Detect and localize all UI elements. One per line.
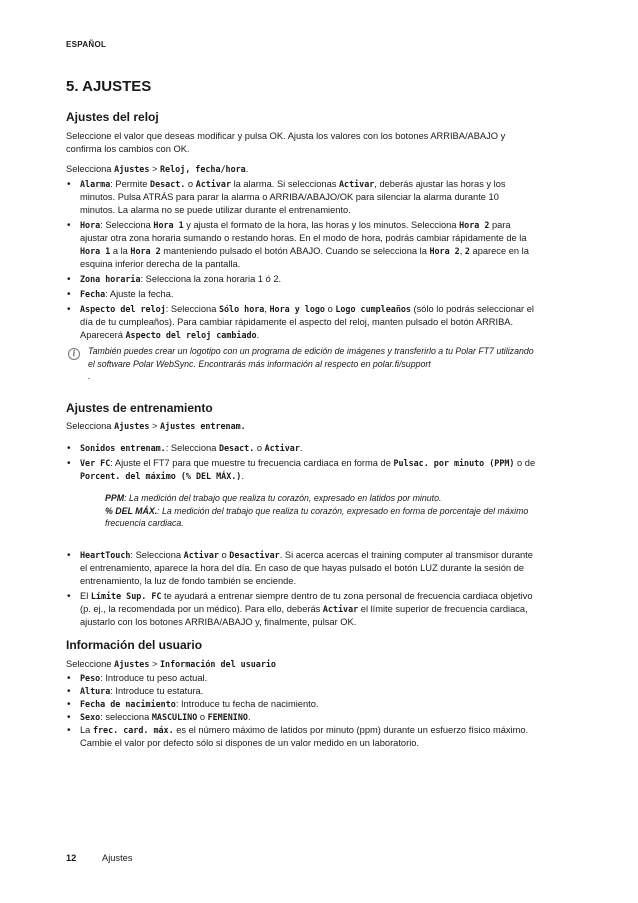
clock-menu-path: Selecciona Ajustes > Reloj, fecha/hora.: [66, 164, 249, 174]
list-item-sonidos: • Sonidos entrenam.: Selecciona Desact. o Activar.: [66, 442, 536, 455]
note-ppm: PPM: La medición del trabajo que realiza tu corazón, expresado en latidos por minuto.: [105, 493, 442, 503]
list-item-sexo: • Sexo: selecciona MASCULINO o FEMENINO.: [66, 711, 536, 724]
list-item-hora: • Hora: Selecciona Hora 1 y ajusta el formato de la hora, las horas y los minutos. Selecciona Hora 2 para ajustar otra zona horaria sumando o restando horas. En el modo de hora, podrás cambiar rápidamente de la Hora 1 a la Hora 2 manteniendo pulsado el botón ABAJO. Cuando se selecciona la Hora 2, 2 aparece en la esquina inferior derecha de la pantalla.: [66, 219, 536, 271]
training-settings-heading: Ajustes de entrenamiento: [66, 401, 213, 415]
list-item-alarm: • Alarma: Permite Desact. o Activar la alarma. Si seleccionas Activar, deberás ajustar las horas y los minutos. Pulsa ATRÁS para parar la alarma o ARRIBA/ABAJO/OK para silenciar la alarma durante 10 minutos. La alarma no se puede utilizar durante el entrenamiento.: [66, 178, 536, 217]
footer-section-title: Ajustes: [102, 853, 133, 863]
list-item-ver-fc: • Ver FC: Ajuste el FT7 para que muestre tu frecuencia cardiaca en forma de Pulsac. por minuto (PPM) o de Porcent. del máximo (% DEL MÁX.).: [66, 457, 536, 483]
note-max: % DEL MÁX.: La medición del trabajo que realiza tu corazón, expresado en forma de porcentaje del máximo frecuencia cardiaca.: [105, 505, 529, 528]
list-item-zona-horaria: • Zona horaria: Selecciona la zona horaria 1 ó 2.: [66, 273, 536, 286]
training-menu-path: Selecciona Ajustes > Ajustes entrenam.: [66, 421, 246, 431]
clock-info-note: También puedes crear un logotipo con un programa de edición de imágenes y transferirlo a tu Polar FT7 utilizando el software Polar WebSync. Encontrarás más información al respecto en polar.fi/support .: [88, 346, 534, 381]
training-settings-list-a: [66, 442, 536, 485]
language-header: ESPAÑOL: [66, 40, 107, 49]
clock-settings-heading: Ajustes del reloj: [66, 110, 159, 124]
list-item-peso: • Peso: Introduce tu peso actual.: [66, 672, 536, 685]
list-item-altura: • Altura: Introduce tu estatura.: [66, 685, 536, 698]
list-item-fecha: • Fecha: Ajuste la fecha.: [66, 288, 536, 301]
section-title: 5. AJUSTES: [66, 78, 152, 95]
list-item-hearttouch: • HeartTouch: Selecciona Activar o Desactivar. Si acerca acercas el training computer al transmisor durante el entrenamiento, aparece la hora del día. En caso de que hayas pulsado el botón LUZ durante la sesión de entrenamiento, la luz de fondo también se enciende.: [66, 549, 536, 588]
user-settings-list: [66, 672, 536, 752]
list-item-limite-fc: • El Límite Sup. FC te ayudará a entrenar siempre dentro de tu zona personal de frecuencia cardiaca objetivo (p. ej., la recomendada por un médico). Para ello, deberás Activar el límite superior de frecuencia cardiaca, ajustarlo con los botones ARRIBA/ABAJO y, finalmente, pulsar OK.: [66, 590, 536, 629]
info-icon: i: [68, 348, 80, 360]
user-menu-path: Seleccione Ajustes > Información del usuario: [66, 659, 276, 669]
page-number: 12: [66, 853, 77, 863]
list-item-frec-max: • La frec. card. máx. es el número máximo de latidos por minuto (ppm) durante un esfuerzo físico máximo. Cambie el valor por defecto sólo si dispones de un valor medido en un laboratorio.: [66, 724, 536, 750]
user-info-heading: Información del usuario: [66, 638, 203, 652]
heart-rate-format-note: [105, 492, 535, 530]
clock-settings-list: [66, 178, 536, 344]
training-settings-list-b: [66, 549, 536, 631]
clock-intro: Seleccione el valor que deseas modificar y pulsa OK. Ajusta los valores con los botones ARRIBA/ABAJO y confirma los cambios con OK.: [66, 131, 506, 154]
list-item-fecha-nacimiento: • Fecha de nacimiento: Introduce tu fecha de nacimiento.: [66, 698, 536, 711]
list-item-aspecto: • Aspecto del reloj: Selecciona Sólo hora, Hora y logo o Logo cumpleaños (sólo lo podrás seleccionar el día de tu cumpleaños). Para cambiar rápidamente el aspecto del reloj, manten pulsado el botón ARRIBA. Aparecerá Aspecto del reloj cambiado.: [66, 303, 536, 342]
